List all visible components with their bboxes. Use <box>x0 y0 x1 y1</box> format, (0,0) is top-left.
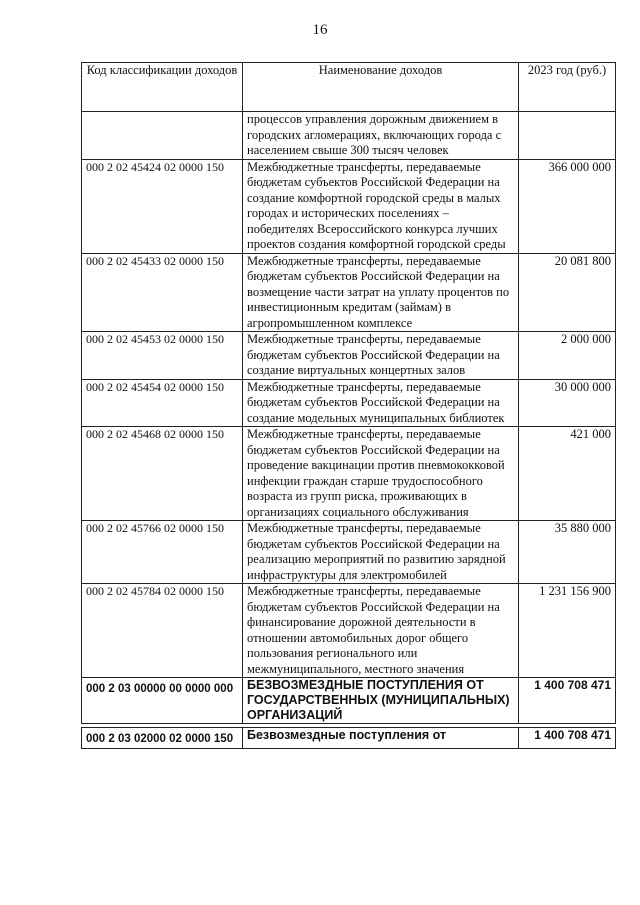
row-name: Межбюджетные трансферты, передаваемые бюджетам субъектов Российской Федерации на возмещение части затрат на уплату процентов по инвестиционным кредитам (займам) в агропромышленном комплексе <box>243 253 519 332</box>
row-code: 000 2 02 45766 02 0000 150 <box>82 521 243 584</box>
row-code: 000 2 03 00000 00 0000 000 <box>82 678 243 724</box>
row-code: 000 2 03 02000 02 0000 150 <box>82 728 243 749</box>
table-row <box>82 521 616 584</box>
row-code: 000 2 02 45424 02 0000 150 <box>82 159 243 253</box>
row-name: Межбюджетные трансферты, передаваемые бюджетам субъектов Российской Федерации на создание модельных муниципальных библиотек <box>243 379 519 427</box>
row-name: Безвозмездные поступления от <box>243 728 519 749</box>
row-code: 000 2 02 45433 02 0000 150 <box>82 253 243 332</box>
table-row <box>82 427 616 521</box>
table-header-row <box>82 63 616 112</box>
row-name: Межбюджетные трансферты, передаваемые бюджетам субъектов Российской Федерации на проведение вакцинации против пневмококковой инфекции граждан старше трудоспособного возраста из групп риска, проживающих в организациях социального обслуживания <box>243 427 519 521</box>
row-amount: 1 231 156 900 <box>519 584 616 678</box>
table-row <box>82 332 616 380</box>
table-row <box>82 253 616 332</box>
row-code: 000 2 02 45454 02 0000 150 <box>82 379 243 427</box>
row-amount: 421 000 <box>519 427 616 521</box>
row-amount: 1 400 708 471 <box>519 728 616 749</box>
row-code: 000 2 02 45468 02 0000 150 <box>82 427 243 521</box>
table-row <box>82 584 616 678</box>
row-amount: 35 880 000 <box>519 521 616 584</box>
header-code: Код классификации доходов <box>82 63 243 112</box>
row-name: БЕЗВОЗМЕЗДНЫЕ ПОСТУПЛЕНИЯ ОТ ГОСУДАРСТВЕННЫХ (МУНИЦИПАЛЬНЫХ) ОРГАНИЗАЦИЙ <box>243 678 519 724</box>
row-name: Межбюджетные трансферты, передаваемые бюджетам субъектов Российской Федерации на финансирование дорожной деятельности в отношении автомобильных дорог общего пользования регионального или межмуниципального, местного значения <box>243 584 519 678</box>
row-amount <box>519 112 616 160</box>
header-amount: 2023 год (руб.) <box>519 63 616 112</box>
row-amount: 30 000 000 <box>519 379 616 427</box>
row-name: Межбюджетные трансферты, передаваемые бюджетам субъектов Российской Федерации на создание комфортной городской среды в малых городах и исторических поселениях – победителях Всероссийского конкурса лучших проектов создания комфортной городской среды <box>243 159 519 253</box>
row-name: Межбюджетные трансферты, передаваемые бюджетам субъектов Российской Федерации на создание виртуальных концертных залов <box>243 332 519 380</box>
revenue-table <box>81 62 616 749</box>
table-row-total <box>82 678 616 724</box>
table-row <box>82 112 616 160</box>
header-name: Наименование доходов <box>243 63 519 112</box>
row-code: 000 2 02 45784 02 0000 150 <box>82 584 243 678</box>
table-row <box>82 379 616 427</box>
page-number: 16 <box>312 22 328 38</box>
row-code <box>82 112 243 160</box>
row-code: 000 2 02 45453 02 0000 150 <box>82 332 243 380</box>
table-row <box>82 159 616 253</box>
row-amount: 1 400 708 471 <box>519 678 616 724</box>
row-amount: 2 000 000 <box>519 332 616 380</box>
row-amount: 366 000 000 <box>519 159 616 253</box>
row-amount: 20 081 800 <box>519 253 616 332</box>
row-name: процессов управления дорожным движением в городских агломерациях, включающих города с населением свыше 300 тысяч человек <box>243 112 519 160</box>
table-row-subtotal <box>82 728 616 749</box>
row-name: Межбюджетные трансферты, передаваемые бюджетам субъектов Российской Федерации на реализацию мероприятий по развитию зарядной инфраструктуры для электромобилей <box>243 521 519 584</box>
